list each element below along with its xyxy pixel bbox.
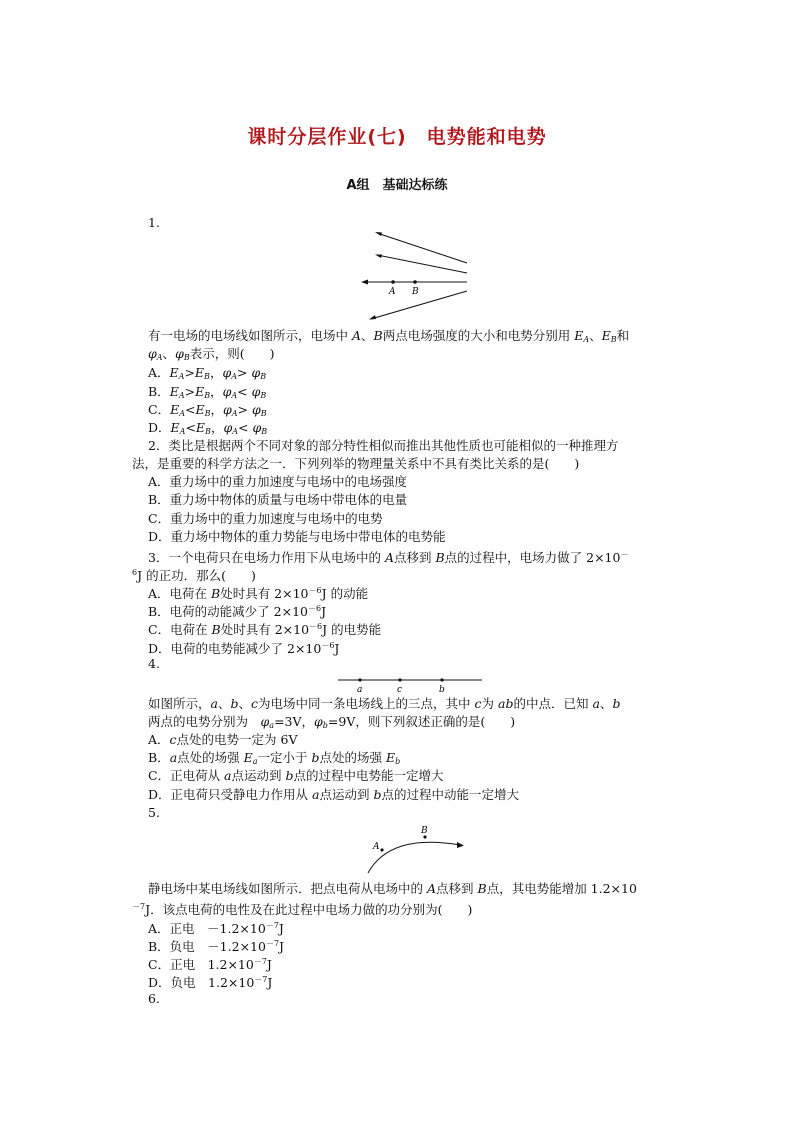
q4-option-b: B．a点处的场强 $E_a$一定小于 b点处的场强 $E_b$ <box>148 750 401 766</box>
q5-stem-line1: 静电场中某电场线如图所示．把点电荷从电场中的 A点移到 B点，其电势能增加 1.2×10 <box>148 881 637 896</box>
q1-option-d: D．$E_A<E_B$，$\varphi_A< \varphi_B$ <box>148 420 268 436</box>
q3-option-a: A．电荷在 B处时具有 $2\times 10^{-6}J$ 的动能 <box>148 586 369 601</box>
point-a <box>391 280 395 284</box>
q4-option-c: C．正电荷从 a点运动到 b点的过程中电势能一定增大 <box>148 768 444 783</box>
point-a <box>380 848 383 851</box>
q4-option-d: D．正电荷只受静电力作用从 a点运动到 b点的过程中动能一定增大 <box>148 787 519 802</box>
q1-option-c: C．$E_A<E_B$，$\varphi_A> \varphi_B$ <box>148 402 267 418</box>
q5-stem-line2: $^{-7}$J．该点电荷的电性及在此过程中电场力做的功分别为( ) <box>132 902 473 917</box>
label-a: a <box>357 685 363 695</box>
q1-option-b: B．$E_A>E_B$，$\varphi_A< \varphi_B$ <box>148 384 267 400</box>
q1-stem-line1: 有一电场的电场线如图所示，电场中 A、B两点电场强度的大小和电势分别用 $E_A$、$E_B$和 <box>148 328 630 344</box>
q5-number: 5. <box>148 805 160 820</box>
group-heading: A组 基础达标练 <box>346 178 448 193</box>
q3-option-c: C．电荷在 B处时具有 $2\times 10^{-6}J$ 的电势能 <box>148 622 382 637</box>
q1-stem-line2: $\varphi_A$、$\varphi_B$表示，则( ) <box>148 346 275 362</box>
field-line <box>371 291 467 319</box>
q5-option-b: B．负电 $-1.2\times 10^{-7}J$ <box>148 939 285 954</box>
q3-option-d: D．电荷的电势能减少了 $2\times 10^{-6}J$ <box>148 641 340 656</box>
label-b: b <box>439 685 445 695</box>
q3-stem-line1: 3．一个电荷只在电场力作用下从电场中的 A点移到 B点的过程中，电场力做了 2×10－ <box>148 550 629 565</box>
q4-stem-line2: 两点的电势分别为 $\varphi_a=3V$，$\varphi_b=9V$，则下列叙述正确的是( ) <box>148 714 516 730</box>
q1-number: 1. <box>148 215 160 230</box>
q5-option-c: C．正电 $1.2\times 10^{-7}J$ <box>148 957 272 972</box>
point-b <box>413 280 417 284</box>
q4-number: 4. <box>148 656 160 671</box>
q2-option-b: B．重力场中物体的质量与电场中带电体的电量 <box>148 492 408 507</box>
q6-number: 6. <box>148 991 160 1006</box>
q2-stem-line1: 2．类比是根据两个不同对象的部分特性相似而推出其他性质也可能相似的一种推理方 <box>148 438 619 453</box>
q1-field-lines-figure <box>355 225 475 325</box>
field-line <box>377 233 467 263</box>
label-b: B <box>412 287 419 297</box>
q4-field-line-figure <box>338 675 483 697</box>
page-title: 课时分层作业(七) 电势能和电势 <box>247 126 547 148</box>
field-line <box>368 842 460 873</box>
q3-stem-line2: $^6$J 的正功．那么( ) <box>132 568 256 583</box>
q4-stem-line1: 如图所示，a、b、c为电场中同一条电场线上的三点，其中 c为 ab的中点．已知 a、b <box>148 696 621 711</box>
q2-option-a: A．重力场中的重力加速度与电场中的电场强度 <box>148 474 408 489</box>
point-b <box>440 678 443 681</box>
label-c: c <box>397 685 403 695</box>
label-a: A <box>373 842 380 852</box>
point-c <box>398 678 401 681</box>
label-a: A <box>389 287 396 297</box>
q5-option-d: D．负电 $1.2\times 10^{-7}J$ <box>148 975 273 990</box>
point-a <box>358 678 361 681</box>
q2-stem-line2: 法，是重要的科学方法之一．下列列举的物理量关系中不具有类比关系的是( ) <box>132 456 580 471</box>
field-line <box>377 255 467 273</box>
q1-option-a: A．$E_A>E_B$，$\varphi_A> \varphi_B$ <box>148 365 267 381</box>
q2-option-d: D．重力场中物体的重力势能与电场中带电体的电势能 <box>148 529 446 544</box>
label-b: B <box>421 826 428 836</box>
q5-option-a: A．正电 $-1.2\times 10^{-7}J$ <box>148 921 284 936</box>
q2-option-c: C．重力场中的重力加速度与电场中的电势 <box>148 511 383 526</box>
q5-curved-field-line-figure <box>360 823 470 878</box>
q3-option-b: B．电荷的动能减少了 $2\times 10^{-6}J$ <box>148 604 327 619</box>
q4-option-a: A．c点处的电势一定为 6V <box>148 732 298 747</box>
